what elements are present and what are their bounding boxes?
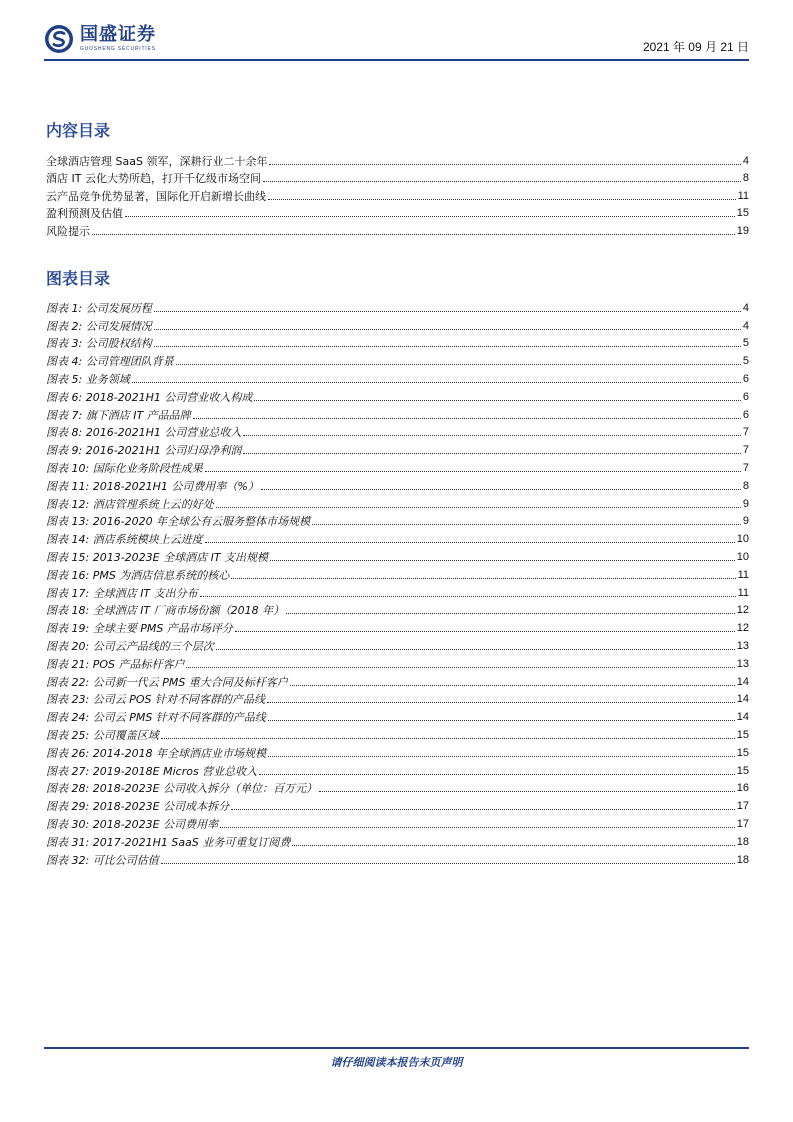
entry-page-number: 14: [736, 675, 749, 688]
entry-page-number: 18: [736, 835, 749, 848]
figure-entry[interactable]: [46, 438, 749, 456]
entry-title: 图表 14: 酒店系统模块上云进度: [46, 533, 203, 547]
figure-entry[interactable]: [46, 385, 749, 403]
entry-page-number: 6: [742, 390, 749, 403]
entry-title: 图表 20: 公司云产品线的三个层次: [46, 639, 214, 653]
entry-page-number: 17: [736, 817, 749, 830]
dot-leader: [154, 329, 741, 330]
figures-list: [46, 296, 749, 866]
entry-title: 图表 22: 公司新一代云 PMS 重大合同及标杆客户: [46, 675, 288, 689]
entry-page-number: 9: [742, 497, 749, 510]
entry-title: 盈利预测及估值: [46, 207, 123, 221]
entry-page-number: 5: [742, 355, 749, 368]
entry-page-number: 5: [742, 337, 749, 350]
dot-leader: [261, 489, 741, 490]
entry-page-number: 13: [736, 639, 749, 652]
figure-entry[interactable]: [46, 830, 749, 848]
dot-leader: [270, 560, 735, 561]
dot-leader: [243, 435, 740, 436]
figure-entry[interactable]: [46, 777, 749, 795]
dot-leader: [259, 774, 735, 775]
dot-leader: [161, 738, 735, 739]
entry-title: 图表 24: 公司云 PMS 针对不同客群的产品线: [46, 711, 266, 725]
contents-entry[interactable]: [46, 202, 749, 220]
dot-leader: [263, 181, 741, 182]
dot-leader: [290, 685, 735, 686]
header-divider: [44, 59, 749, 61]
entry-title: 图表 4: 公司管理团队背景: [46, 355, 174, 369]
figure-entry[interactable]: [46, 456, 749, 474]
entry-title: 风险提示: [46, 224, 90, 238]
entry-page-number: 6: [742, 408, 749, 421]
dot-leader: [205, 542, 735, 543]
dot-leader: [216, 649, 735, 650]
figure-entry[interactable]: [46, 794, 749, 812]
figure-entry[interactable]: [46, 563, 749, 581]
entry-title: 图表 9: 2016-2021H1 公司归母净利润: [46, 444, 242, 458]
entry-page-number: 14: [736, 693, 749, 706]
entry-title: 图表 27: 2019-2018E Micros 营业总收入: [46, 764, 258, 778]
entry-title: 图表 21: POS 产品标杆客户: [46, 657, 185, 671]
figure-entry[interactable]: [46, 616, 749, 634]
entry-page-number: 15: [736, 764, 749, 777]
entry-page-number: 18: [736, 853, 749, 866]
entry-page-number: 9: [742, 515, 749, 528]
dot-leader: [312, 524, 741, 525]
figure-entry[interactable]: [46, 741, 749, 759]
entry-page-number: 8: [742, 172, 749, 185]
dot-leader: [125, 216, 735, 217]
contents-list: [46, 149, 749, 237]
entry-page-number: 12: [736, 604, 749, 617]
entry-title: 图表 26: 2014-2018 年全球酒店业市场规模: [46, 746, 267, 760]
entry-page-number: 17: [736, 800, 749, 813]
entry-title: 图表 18: 全球酒店 IT 厂商市场份额（2018 年）: [46, 604, 285, 618]
entry-title: 图表 15: 2013-2023E 全球酒店 IT 支出规模: [46, 550, 269, 564]
figure-entry[interactable]: [46, 634, 749, 652]
figure-entry[interactable]: [46, 510, 749, 528]
entry-title: 图表 29: 2018-2023E 公司成本拆分: [46, 800, 230, 814]
figure-entry[interactable]: [46, 545, 749, 563]
report-date: 2021 年 09 月 21 日: [642, 40, 749, 54]
entry-title: 图表 13: 2016-2020 年全球公有云服务整体市场规模: [46, 515, 311, 529]
figure-entry[interactable]: [46, 812, 749, 830]
dot-leader: [161, 863, 735, 864]
entry-title: 云产品竞争优势显著，国际化开启新增长曲线: [46, 189, 266, 203]
entry-title: 图表 32: 可比公司估值: [46, 853, 159, 867]
entry-title: 图表 1: 公司发展历程: [46, 301, 152, 315]
entry-page-number: 15: [736, 728, 749, 741]
entry-page-number: 4: [742, 319, 749, 332]
entry-page-number: 10: [736, 533, 749, 546]
figure-entry[interactable]: [46, 296, 749, 314]
figure-entry[interactable]: [46, 421, 749, 439]
entry-page-number: 15: [736, 207, 749, 220]
entry-page-number: 11: [737, 586, 749, 599]
page-header: [44, 24, 749, 60]
entry-page-number: 19: [736, 224, 749, 237]
dot-leader: [286, 613, 735, 614]
figure-entry[interactable]: [46, 332, 749, 350]
figure-entry[interactable]: [46, 688, 749, 706]
dot-leader: [92, 234, 735, 235]
dot-leader: [154, 311, 741, 312]
figure-entry[interactable]: [46, 474, 749, 492]
figure-entry[interactable]: [46, 723, 749, 741]
entry-title: 图表 28: 2018-2023E 公司收入拆分（单位：百万元）: [46, 782, 318, 796]
entry-page-number: 13: [736, 657, 749, 670]
dot-leader: [176, 364, 741, 365]
entry-title: 图表 3: 公司股权结构: [46, 337, 152, 351]
dot-leader: [254, 400, 740, 401]
dot-leader: [220, 827, 735, 828]
dot-leader: [216, 507, 741, 508]
dot-leader: [186, 667, 734, 668]
figure-entry[interactable]: [46, 349, 749, 367]
dot-leader: [243, 453, 740, 454]
entry-page-number: 7: [742, 444, 749, 457]
contents-title: 内容目录: [46, 121, 111, 140]
entry-page-number: 15: [736, 746, 749, 759]
entry-page-number: 6: [742, 372, 749, 385]
entry-title: 图表 19: 全球主要 PMS 产品市场评分: [46, 622, 233, 636]
footer-divider: [44, 1047, 749, 1049]
entry-page-number: 8: [742, 479, 749, 492]
contents-entry[interactable]: [46, 149, 749, 167]
contents-entry[interactable]: [46, 184, 749, 202]
logo-chinese-name: 国盛证券: [80, 24, 156, 45]
dot-leader: [200, 596, 736, 597]
entry-page-number: 16: [736, 782, 749, 795]
entry-title: 图表 23: 公司云 POS 针对不同客群的产品线: [46, 693, 265, 707]
figure-entry[interactable]: [46, 527, 749, 545]
footer-disclaimer: 请仔细阅读本报告末页声明: [330, 1056, 463, 1069]
figures-title: 图表目录: [46, 269, 111, 288]
dot-leader: [231, 578, 735, 579]
figure-entry[interactable]: [46, 581, 749, 599]
dot-leader: [193, 418, 741, 419]
dot-leader: [268, 720, 735, 721]
entry-title: 图表 8: 2016-2021H1 公司营业总收入: [46, 426, 242, 440]
entry-page-number: 10: [736, 550, 749, 563]
figure-entry[interactable]: [46, 492, 749, 510]
dot-leader: [319, 791, 735, 792]
entry-page-number: 4: [742, 154, 749, 167]
entry-title: 图表 25: 公司覆盖区域: [46, 728, 159, 742]
dot-leader: [268, 199, 736, 200]
entry-title: 图表 10: 国际化业务阶段性成果: [46, 461, 203, 475]
figure-entry[interactable]: [46, 599, 749, 617]
figure-entry[interactable]: [46, 652, 749, 670]
entry-page-number: 14: [736, 711, 749, 724]
contents-entry[interactable]: [46, 167, 749, 185]
contents-entry[interactable]: [46, 219, 749, 237]
entry-title: 图表 30: 2018-2023E 公司费用率: [46, 817, 219, 831]
dot-leader: [154, 346, 741, 347]
dot-leader: [292, 845, 734, 846]
dot-leader: [269, 164, 740, 165]
entry-title: 图表 7: 旗下酒店 IT 产品品牌: [46, 408, 191, 422]
figure-entry[interactable]: [46, 670, 749, 688]
figure-entry[interactable]: [46, 848, 749, 866]
dot-leader: [235, 631, 735, 632]
entry-page-number: 7: [742, 461, 749, 474]
entry-title: 图表 5: 业务领域: [46, 372, 130, 386]
dot-leader: [132, 382, 741, 383]
entry-page-number: 7: [742, 426, 749, 439]
entry-title: 图表 2: 公司发展情况: [46, 319, 152, 333]
entry-title: 图表 12: 酒店管理系统上云的好处: [46, 497, 214, 511]
figure-entry[interactable]: [46, 759, 749, 777]
dot-leader: [205, 471, 741, 472]
entry-page-number: 11: [737, 189, 749, 202]
logo-english-name: GUOSHENG SECURITIES: [80, 46, 156, 52]
entry-page-number: 12: [736, 622, 749, 635]
figure-entry[interactable]: [46, 367, 749, 385]
entry-page-number: 11: [737, 568, 749, 581]
figure-entry[interactable]: [46, 314, 749, 332]
entry-title: 图表 16: PMS 为酒店信息系统的核心: [46, 568, 230, 582]
figure-entry[interactable]: [46, 705, 749, 723]
dot-leader: [268, 756, 735, 757]
entry-page-number: 4: [742, 301, 749, 314]
company-logo: [44, 24, 156, 54]
figure-entry[interactable]: [46, 403, 749, 421]
entry-title: 图表 6: 2018-2021H1 公司营业收入构成: [46, 390, 253, 404]
entry-title: 酒店 IT 云化大势所趋，打开千亿级市场空间: [46, 172, 261, 186]
dot-leader: [231, 809, 735, 810]
entry-title: 图表 11: 2018-2021H1 公司费用率（%）: [46, 479, 259, 493]
entry-title: 图表 31: 2017-2021H1 SaaS 业务可重复订阅费: [46, 835, 291, 849]
guosheng-logo-icon: [44, 24, 74, 54]
entry-title: 全球酒店管理 SaaS 领军，深耕行业二十余年: [46, 154, 268, 168]
dot-leader: [267, 702, 735, 703]
entry-title: 图表 17: 全球酒店 IT 支出分布: [46, 586, 198, 600]
